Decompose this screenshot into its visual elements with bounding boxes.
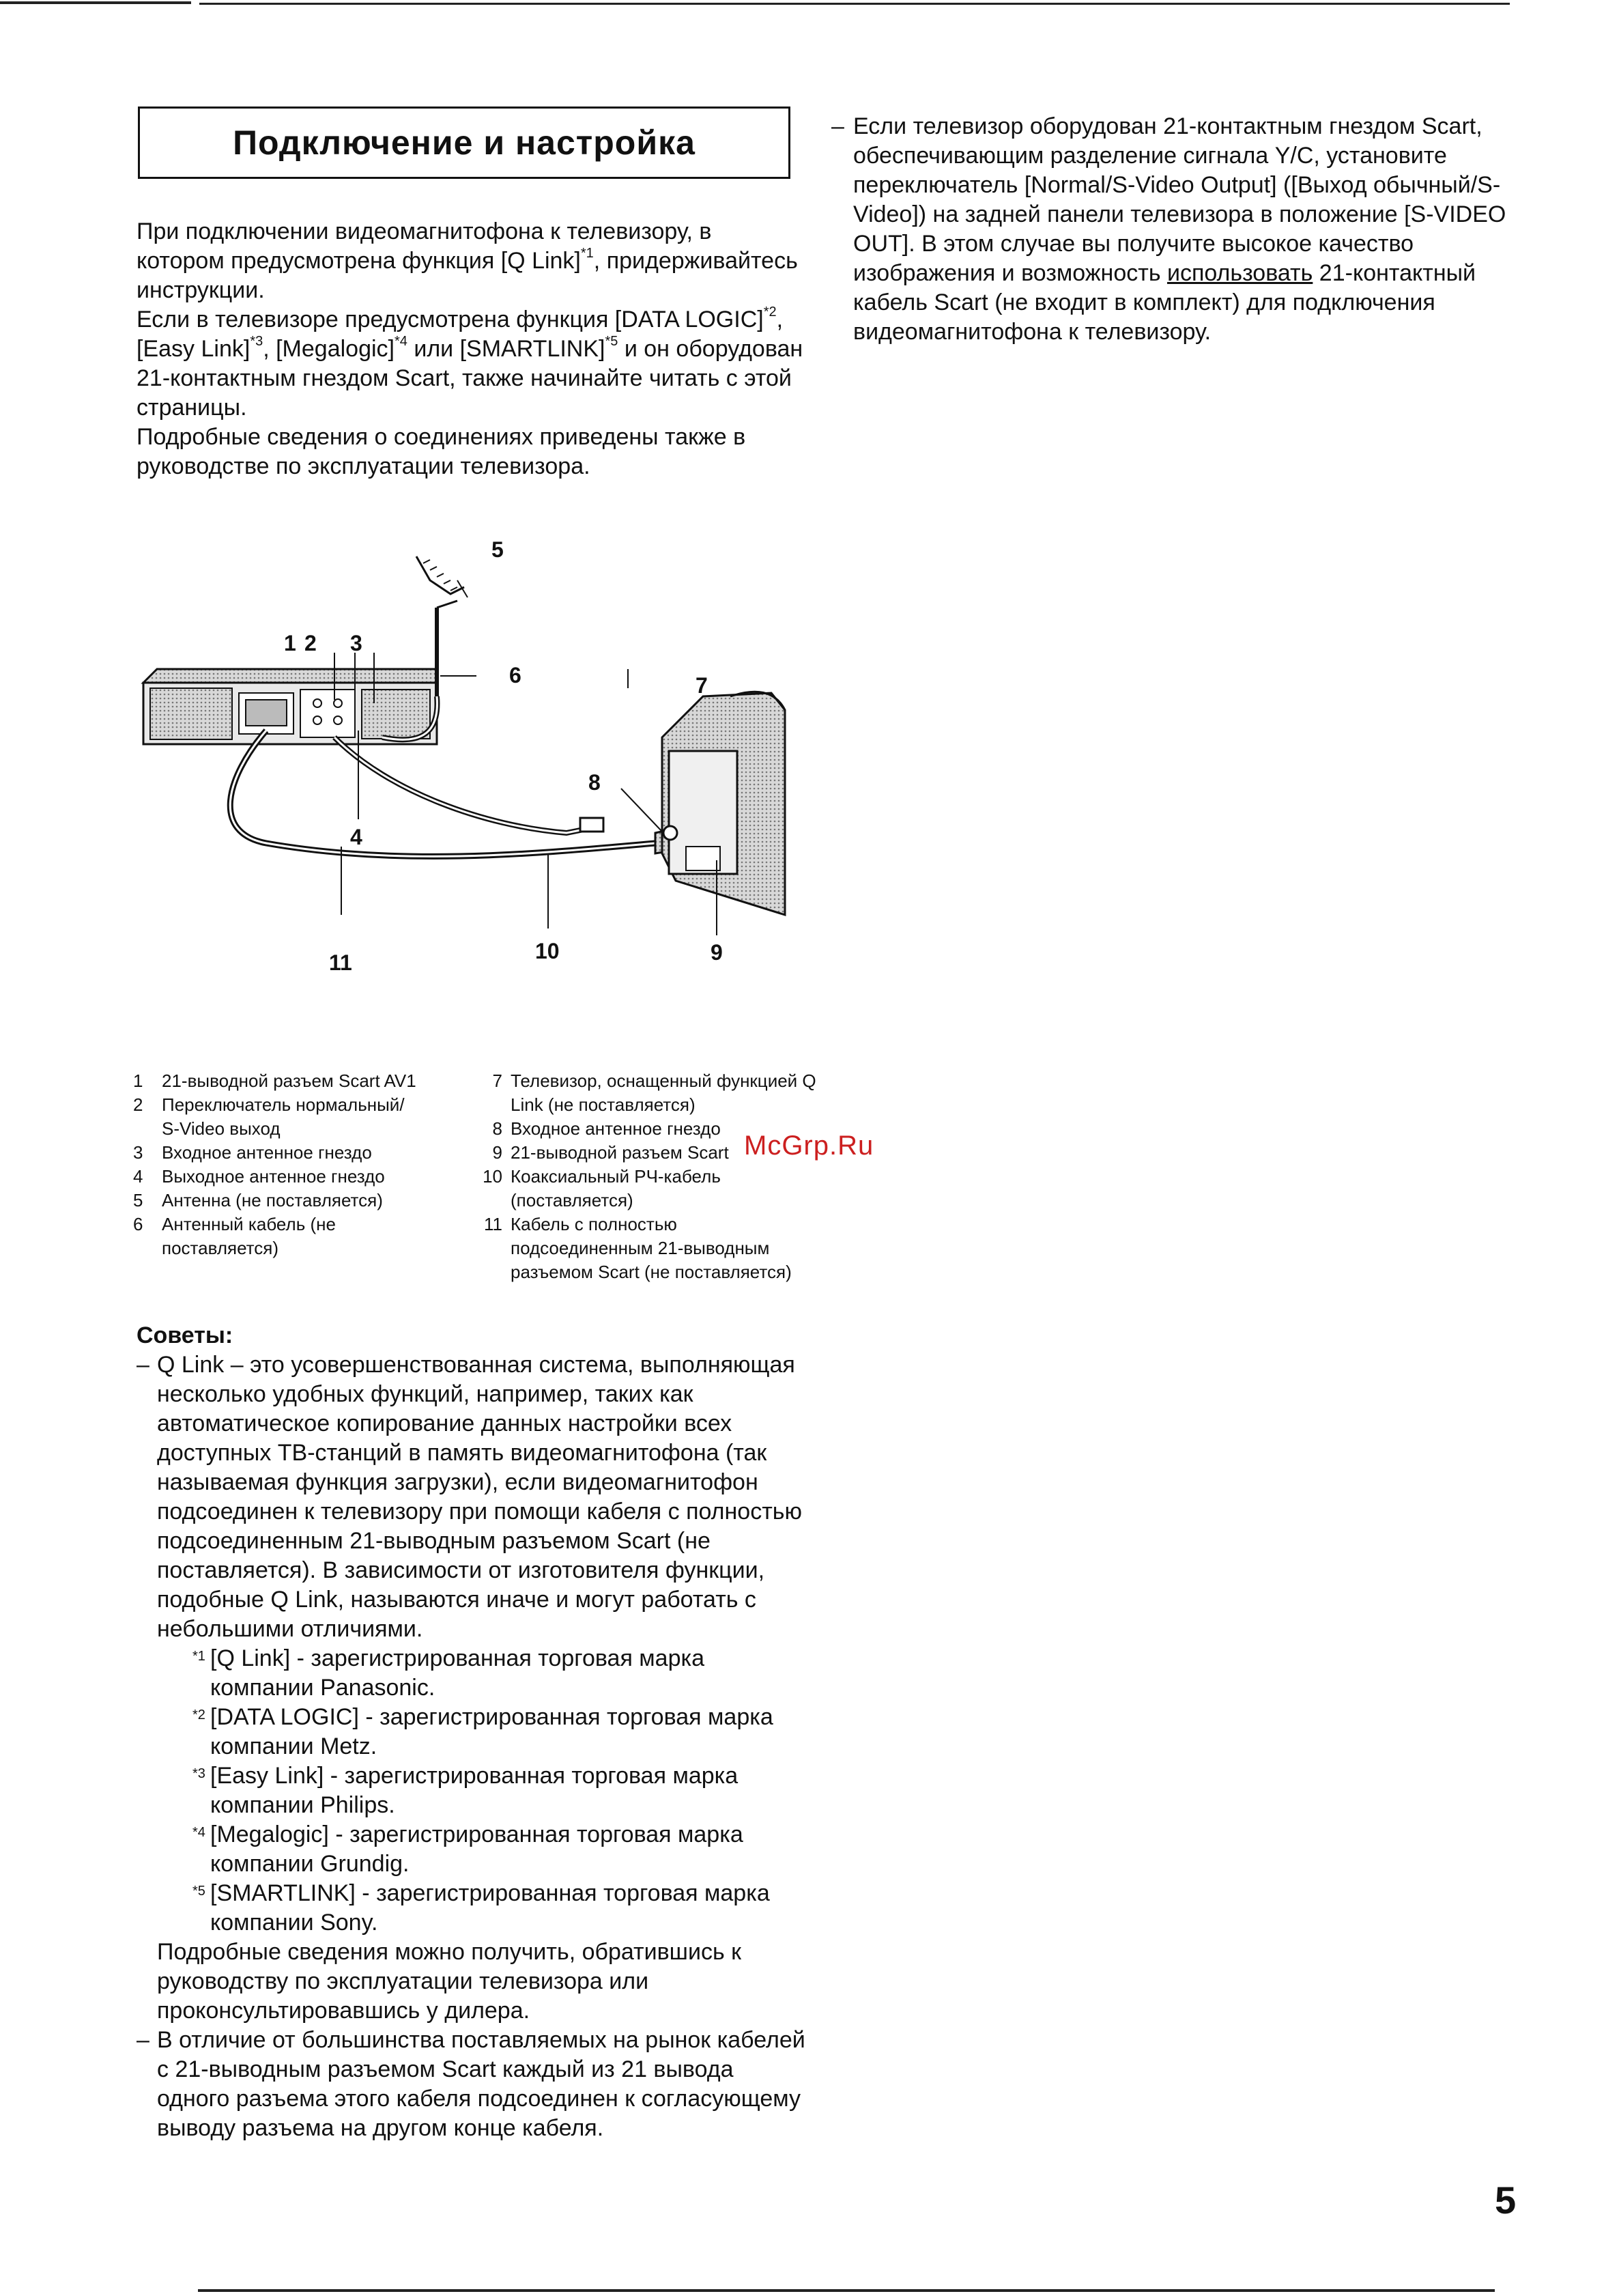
legend-item: 10 Коаксиальный РЧ-кабель (поставляется) xyxy=(483,1166,721,1210)
right-column-note xyxy=(831,112,1507,347)
legend-item: 1 21-выводной разъем Scart AV1 xyxy=(133,1071,416,1091)
tv-illustration xyxy=(662,692,785,915)
page-title: Подключение и настройка xyxy=(233,124,696,162)
label-11: 11 xyxy=(329,950,352,975)
legend-item: 6 Антенный кабель (не поставляется) xyxy=(133,1214,336,1258)
intro-paragraph-3: Подробные сведения о соединениях приведены также в руководстве по эксплуатации телевизора. xyxy=(137,424,746,479)
legend-left-column xyxy=(133,1069,454,1260)
legend-right-column xyxy=(470,1069,818,1284)
intro-paragraph-1: При подключении видеомагнитофона к телевизору, в котором предусмотрена функция [Q Link]$^{*1}$, придерживайтесь инструкции. xyxy=(137,218,798,303)
label-6: 6 xyxy=(509,663,521,688)
top-rule xyxy=(0,0,1619,8)
vcr-illustration xyxy=(143,669,437,744)
tip-item-scart-cable: – В отличие от большинства поставляемых на рынок кабелей с 21-выводным разъемом Scart каждый из 21 вывода одного разъема этого кабеля подсоединен к согласующему выводу разъема на другом конце кабеля. xyxy=(137,2027,805,2141)
trademark-note: *4 [Megalogic] - зарегистрированная торговая марка компании Grundig. xyxy=(192,1822,743,1877)
page-number: 5 xyxy=(1495,2179,1517,2222)
label-10: 10 xyxy=(535,939,560,963)
intro-text xyxy=(137,217,805,481)
legend-item: 11 Кабель с полностью подсоединенным 21-выводным разъемом Scart (не поставляется) xyxy=(484,1214,792,1282)
label-7: 7 xyxy=(696,673,708,698)
tips-section xyxy=(137,1321,805,2143)
label-9: 9 xyxy=(711,940,723,965)
legend-item: 4 Выходное антенное гнездо xyxy=(133,1166,385,1187)
label-1: 1 xyxy=(284,631,296,655)
trademark-note: *3 [Easy Link] - зарегистрированная торговая марка компании Philips. xyxy=(192,1763,739,1818)
label-8: 8 xyxy=(588,770,601,795)
title-box xyxy=(138,107,790,179)
trademark-note: *2 [DATA LOGIC] - зарегистрированная торговая марка компании Metz. xyxy=(192,1704,773,1759)
watermark-logo: McGrp.Ru xyxy=(744,1131,874,1161)
bottom-rule xyxy=(198,2289,1495,2292)
svideo-note: – Если телевизор оборудован 21-контактным гнездом Scart, обеспечивающим разделение сигнала Y/C, установите переключатель [Normal/S-Video Output] ([Выход обычный/S-Video]) на задней панели телевизора в положение [S-VIDEO OUT]. В этом случае вы получите высокое качество изображения и возможность использовать 21-контактный кабель Scart (не входит в комплект) для подключения видеомагнитофона к телевизору. xyxy=(831,113,1506,345)
legend-item: 2 Переключатель нормальный/ S-Video выход xyxy=(133,1094,405,1139)
trademark-note: *5 [SMARTLINK] - зарегистрированная торговая марка компании Sony. xyxy=(192,1880,770,1936)
label-5: 5 xyxy=(491,537,504,562)
legend-item: 9 21-выводной разъем Scart xyxy=(492,1142,729,1163)
tips-more-info: Подробные сведения можно получить, обратившись к руководству по эксплуатации телевизора или проконсультировавшись у дилера. xyxy=(157,1939,741,2024)
intro-paragraph-2: Если в телевизоре предусмотрена функция [DATA LOGIC]$^{*2}$, [Easy Link]$^{*3}$, [Megalogic]$^{*4}$ или [SMARTLINK]$^{*5}$ и он оборудован 21-контактным гнездом Scart, также начинайте читать с этой страницы. xyxy=(137,304,803,421)
legend-item: 3 Входное антенное гнездо xyxy=(133,1142,372,1163)
tips-heading: Советы: xyxy=(137,1322,233,1348)
connection-diagram xyxy=(130,533,799,983)
trademark-note: *1 [Q Link] - зарегистрированная торговая марка компании Panasonic. xyxy=(192,1645,705,1701)
tip-item-qlink: – Q Link – это усовершенствованная система, выполняющая несколько удобных функций, например, таких как автоматическое копирование данных настройки всех доступных ТВ-станций в память видеомагнитофона (так называемая функция загрузки), если видеомагнитофон подсоединен к телевизору при помощи кабеля с полностью подсоединенным 21-выводным разъемом Scart (не поставляется). В зависимости от изготовителя функции, подобные Q Link, называются иначе и могут работать с небольшими отличиями. xyxy=(137,1352,802,1642)
legend-item: 7 Телевизор, оснащенный функцией Q Link (не поставляется) xyxy=(492,1071,816,1115)
label-4: 4 xyxy=(350,825,362,849)
label-2: 2 xyxy=(304,631,317,655)
rf-coax-cable xyxy=(334,737,601,833)
legend-item: 8 Входное антенное гнездо xyxy=(492,1118,721,1139)
label-3: 3 xyxy=(350,631,362,655)
legend-item: 5 Антенна (не поставляется) xyxy=(133,1190,383,1210)
